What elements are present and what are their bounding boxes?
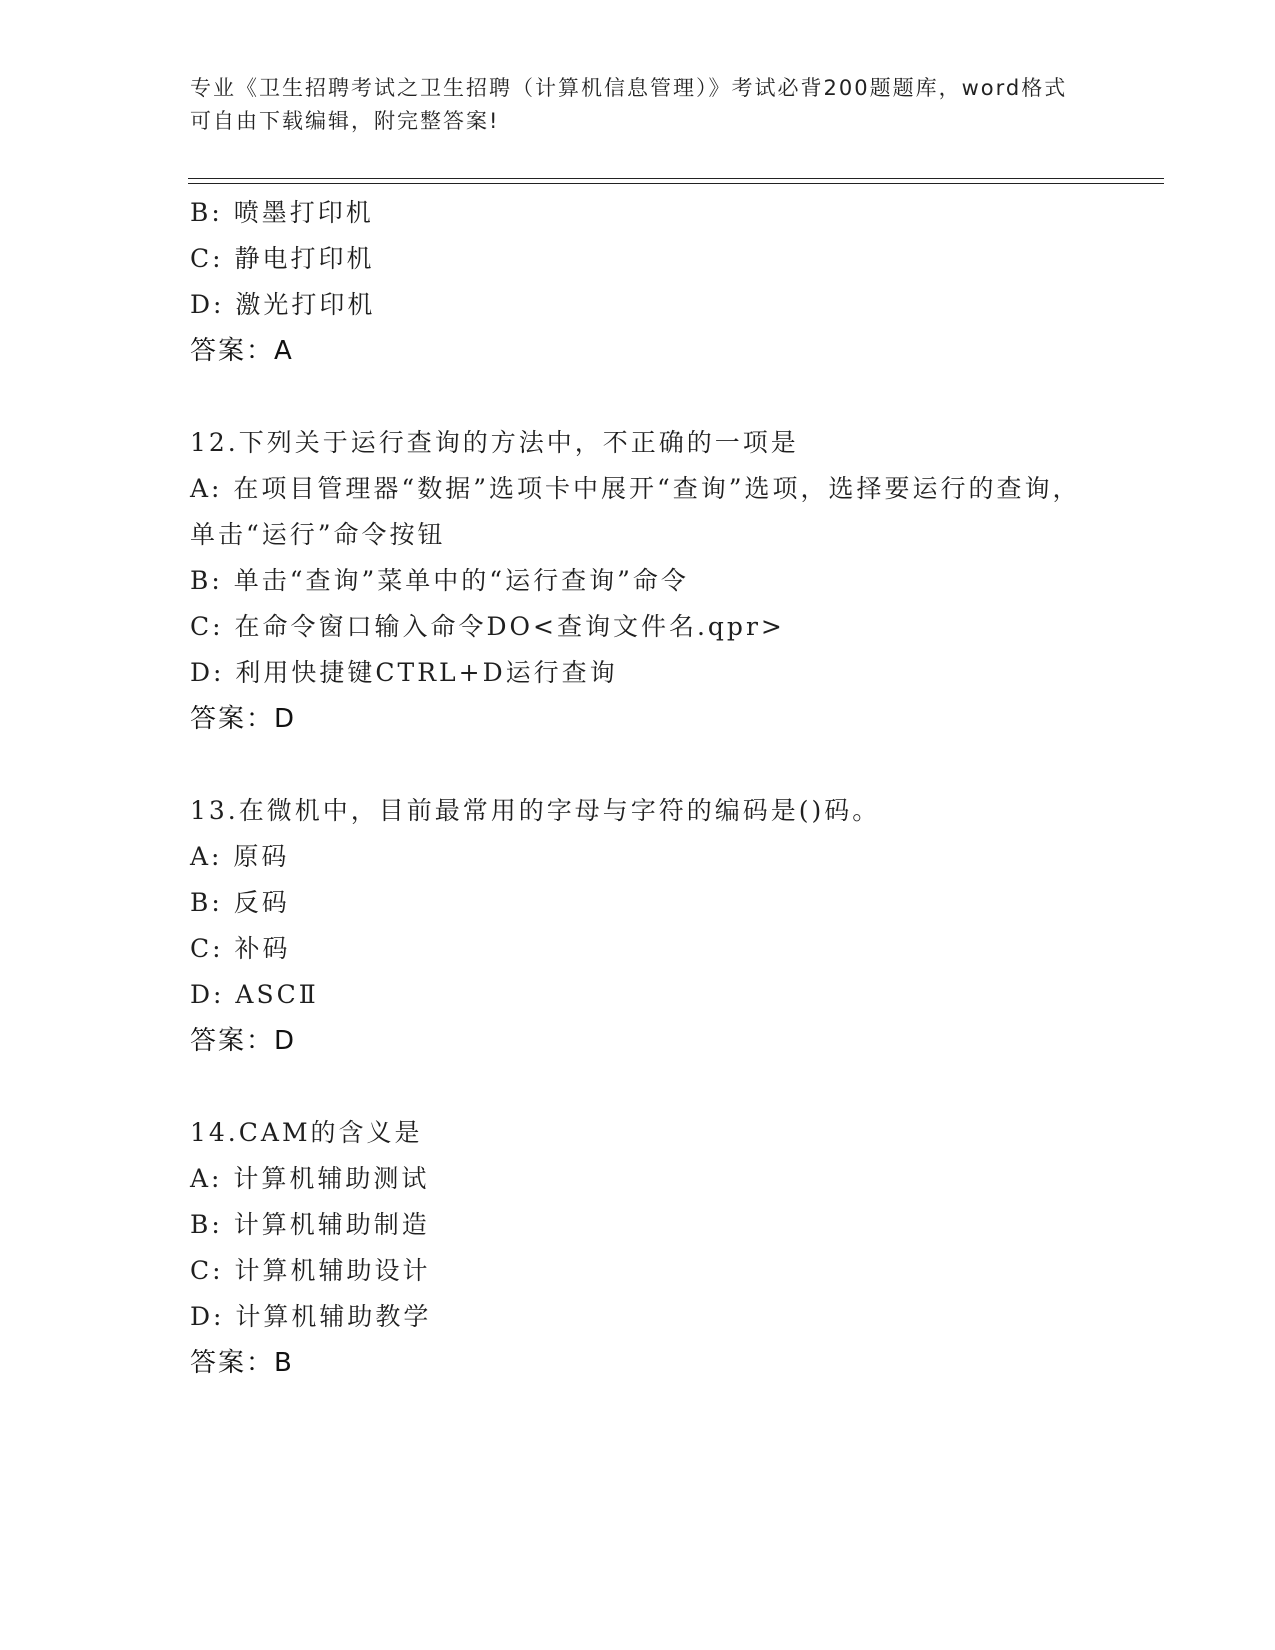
option-b: B: 计算机辅助制造 bbox=[190, 1210, 430, 1239]
option-b: B: 反码 bbox=[190, 888, 290, 917]
spacer bbox=[190, 374, 1090, 420]
option-a: A: 在项目管理器“数据”选项卡中展开“查询”选项，选择要运行的查询，单击“运行”命令按钮 bbox=[190, 474, 1081, 549]
header-divider-top bbox=[188, 178, 1164, 179]
spacer bbox=[190, 742, 1090, 788]
option-b: B: 喷墨打印机 bbox=[190, 198, 374, 227]
option-a: A: 计算机辅助测试 bbox=[190, 1164, 430, 1193]
spacer bbox=[190, 1064, 1090, 1110]
answer-line: 答案：B bbox=[190, 1348, 294, 1378]
question-13 bbox=[190, 788, 1090, 1064]
answer-line: 答案：D bbox=[190, 704, 297, 734]
header-divider-bottom bbox=[188, 183, 1164, 184]
question-11-tail bbox=[190, 190, 1090, 374]
answer-line: 答案：D bbox=[190, 1026, 297, 1056]
option-d: D: 利用快捷键CTRL+D运行查询 bbox=[190, 658, 618, 687]
question-14 bbox=[190, 1110, 1090, 1386]
question-text: 13.在微机中，目前最常用的字母与字符的编码是()码。 bbox=[190, 796, 881, 825]
option-c: C: 补码 bbox=[190, 934, 291, 963]
question-12 bbox=[190, 420, 1090, 742]
option-a: A: 原码 bbox=[190, 842, 290, 871]
question-text: 14.CAM的含义是 bbox=[190, 1118, 423, 1147]
option-d: D: ASCⅡ bbox=[190, 980, 319, 1009]
option-b: B: 单击“查询”菜单中的“运行查询”命令 bbox=[190, 566, 689, 595]
answer-line: 答案：A bbox=[190, 336, 294, 366]
option-d: D: 激光打印机 bbox=[190, 290, 376, 319]
option-d: D: 计算机辅助教学 bbox=[190, 1302, 432, 1331]
document-header bbox=[190, 72, 1090, 138]
question-text: 12.下列关于运行查询的方法中，不正确的一项是 bbox=[190, 428, 799, 457]
option-c: C: 在命令窗口输入命令DO<查询文件名.qpr> bbox=[190, 612, 785, 641]
header-title: 专业《卫生招聘考试之卫生招聘（计算机信息管理）》考试必背200题题库，word格式可自由下载编辑，附完整答案! bbox=[190, 76, 1068, 133]
option-c: C: 计算机辅助设计 bbox=[190, 1256, 431, 1285]
option-c: C: 静电打印机 bbox=[190, 244, 375, 273]
document-body bbox=[190, 190, 1090, 1386]
